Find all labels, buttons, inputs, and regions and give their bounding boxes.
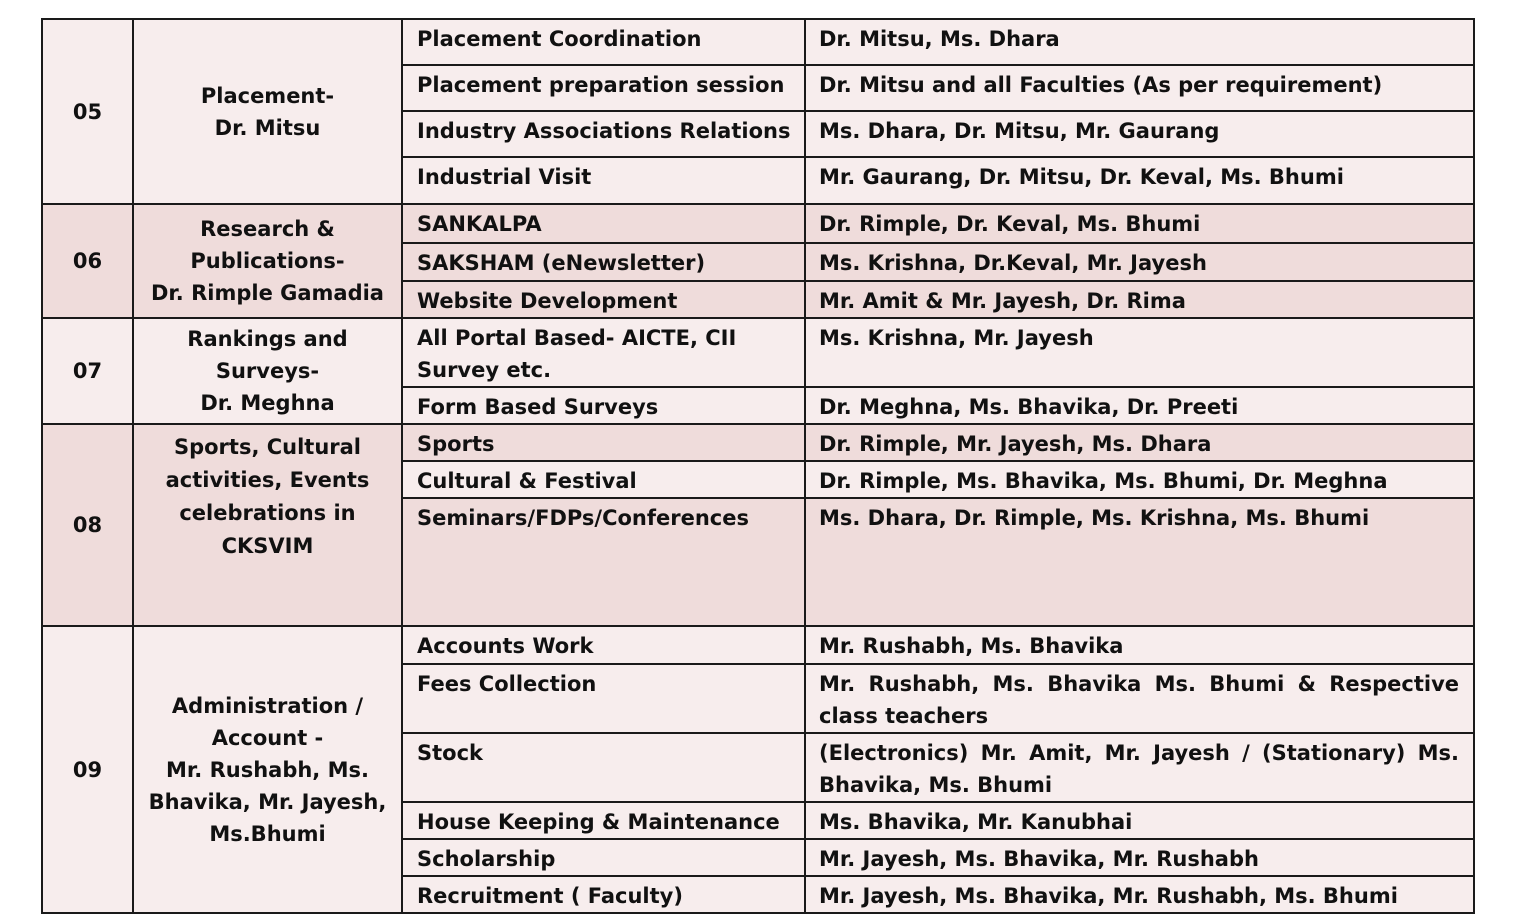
group-head [133, 424, 402, 626]
group-head [133, 318, 402, 424]
persons-cell: Dr. Meghna, Ms. Bhavika, Dr. Preeti [805, 387, 1474, 424]
activity-cell: Fees Collection [402, 664, 805, 733]
group-head-line: Rankings and [187, 327, 348, 351]
persons-cell: Ms. Dhara, Dr. Rimple, Ms. Krishna, Ms. Bhumi [805, 498, 1474, 626]
group-head-line: celebrations in [179, 501, 356, 525]
group-head-line: Bhavika, Mr. Jayesh, [148, 789, 387, 814]
activity-cell: SANKALPA [402, 204, 805, 243]
table-row [42, 626, 1474, 664]
persons-cell: Dr. Rimple, Ms. Bhavika, Ms. Bhumi, Dr. Meghna [805, 461, 1474, 498]
group-head-line: Publications- [190, 249, 345, 273]
group-head [133, 626, 402, 913]
table-row [42, 204, 1474, 243]
group-head-line: activities, Events [165, 468, 370, 492]
group-number: 09 [42, 626, 133, 913]
table-row [42, 318, 1474, 387]
activity-cell: Cultural & Festival [402, 461, 805, 498]
group-head-line: Administration / [171, 693, 364, 718]
activity-cell: SAKSHAM (eNewsletter) [402, 243, 805, 281]
group-head-line: Dr. Mitsu [214, 115, 321, 140]
persons-cell: (Electronics) Mr. Amit, Mr. Jayesh / (Stationary) Ms. Bhavika, Ms. Bhumi [805, 733, 1474, 802]
activity-cell: Accounts Work [402, 626, 805, 664]
activity-cell: Placement preparation session [402, 65, 805, 111]
table-row [42, 424, 1474, 461]
group-head-line: CKSVIM [221, 534, 314, 558]
activity-cell: Industry Associations Relations [402, 111, 805, 157]
activity-cell: Placement Coordination [402, 19, 805, 65]
activity-cell: Seminars/FDPs/Conferences [402, 498, 805, 626]
persons-cell: Dr. Rimple, Dr. Keval, Ms. Bhumi [805, 204, 1474, 243]
activity-cell: Sports [402, 424, 805, 461]
group-head-line: Research & [200, 217, 335, 241]
activity-cell: Industrial Visit [402, 157, 805, 204]
persons-cell: Mr. Rushabh, Ms. Bhavika Ms. Bhumi & Respective class teachers [805, 664, 1474, 733]
persons-cell: Mr. Rushabh, Ms. Bhavika [805, 626, 1474, 664]
activity-cell: Scholarship [402, 839, 805, 876]
responsibility-table [41, 18, 1475, 914]
persons-cell: Mr. Jayesh, Ms. Bhavika, Mr. Rushabh, Ms. Bhumi [805, 876, 1474, 913]
group-head-line: Dr. Meghna [200, 391, 335, 415]
activity-cell: Stock [402, 733, 805, 802]
persons-cell: Ms. Krishna, Dr.Keval, Mr. Jayesh [805, 243, 1474, 281]
persons-cell: Dr. Rimple, Mr. Jayesh, Ms. Dhara [805, 424, 1474, 461]
group-head-line: Mr. Rushabh, Ms. [166, 757, 369, 782]
persons-cell: Mr. Jayesh, Ms. Bhavika, Mr. Rushabh [805, 839, 1474, 876]
group-head-line: Account - [211, 725, 324, 750]
activity-cell: Website Development [402, 281, 805, 318]
persons-cell: Dr. Mitsu and all Faculties (As per requirement) [805, 65, 1474, 111]
activity-cell: All Portal Based- AICTE, CII Survey etc. [402, 318, 805, 387]
group-number: 08 [42, 424, 133, 626]
group-head-line: Surveys- [215, 359, 320, 383]
group-head-line: Sports, Cultural [173, 435, 362, 459]
persons-cell: Ms. Dhara, Dr. Mitsu, Mr. Gaurang [805, 111, 1474, 157]
activity-cell: Recruitment ( Faculty) [402, 876, 805, 913]
persons-cell: Dr. Mitsu, Ms. Dhara [805, 19, 1474, 65]
group-head-line: Dr. Rimple Gamadia [151, 281, 384, 305]
persons-cell: Ms. Bhavika, Mr. Kanubhai [805, 802, 1474, 839]
persons-cell: Mr. Gaurang, Dr. Mitsu, Dr. Keval, Ms. Bhumi [805, 157, 1474, 204]
activity-cell: Form Based Surveys [402, 387, 805, 424]
table-row [42, 19, 1474, 65]
activity-cell: House Keeping & Maintenance [402, 802, 805, 839]
group-number: 07 [42, 318, 133, 424]
group-number: 05 [42, 19, 133, 204]
persons-cell: Ms. Krishna, Mr. Jayesh [805, 318, 1474, 387]
persons-cell: Mr. Amit & Mr. Jayesh, Dr. Rima [805, 281, 1474, 318]
group-number: 06 [42, 204, 133, 318]
group-head-line: Ms.Bhumi [209, 821, 326, 846]
group-head [133, 19, 402, 204]
group-head-line: Placement- [200, 83, 335, 108]
group-head [133, 204, 402, 318]
